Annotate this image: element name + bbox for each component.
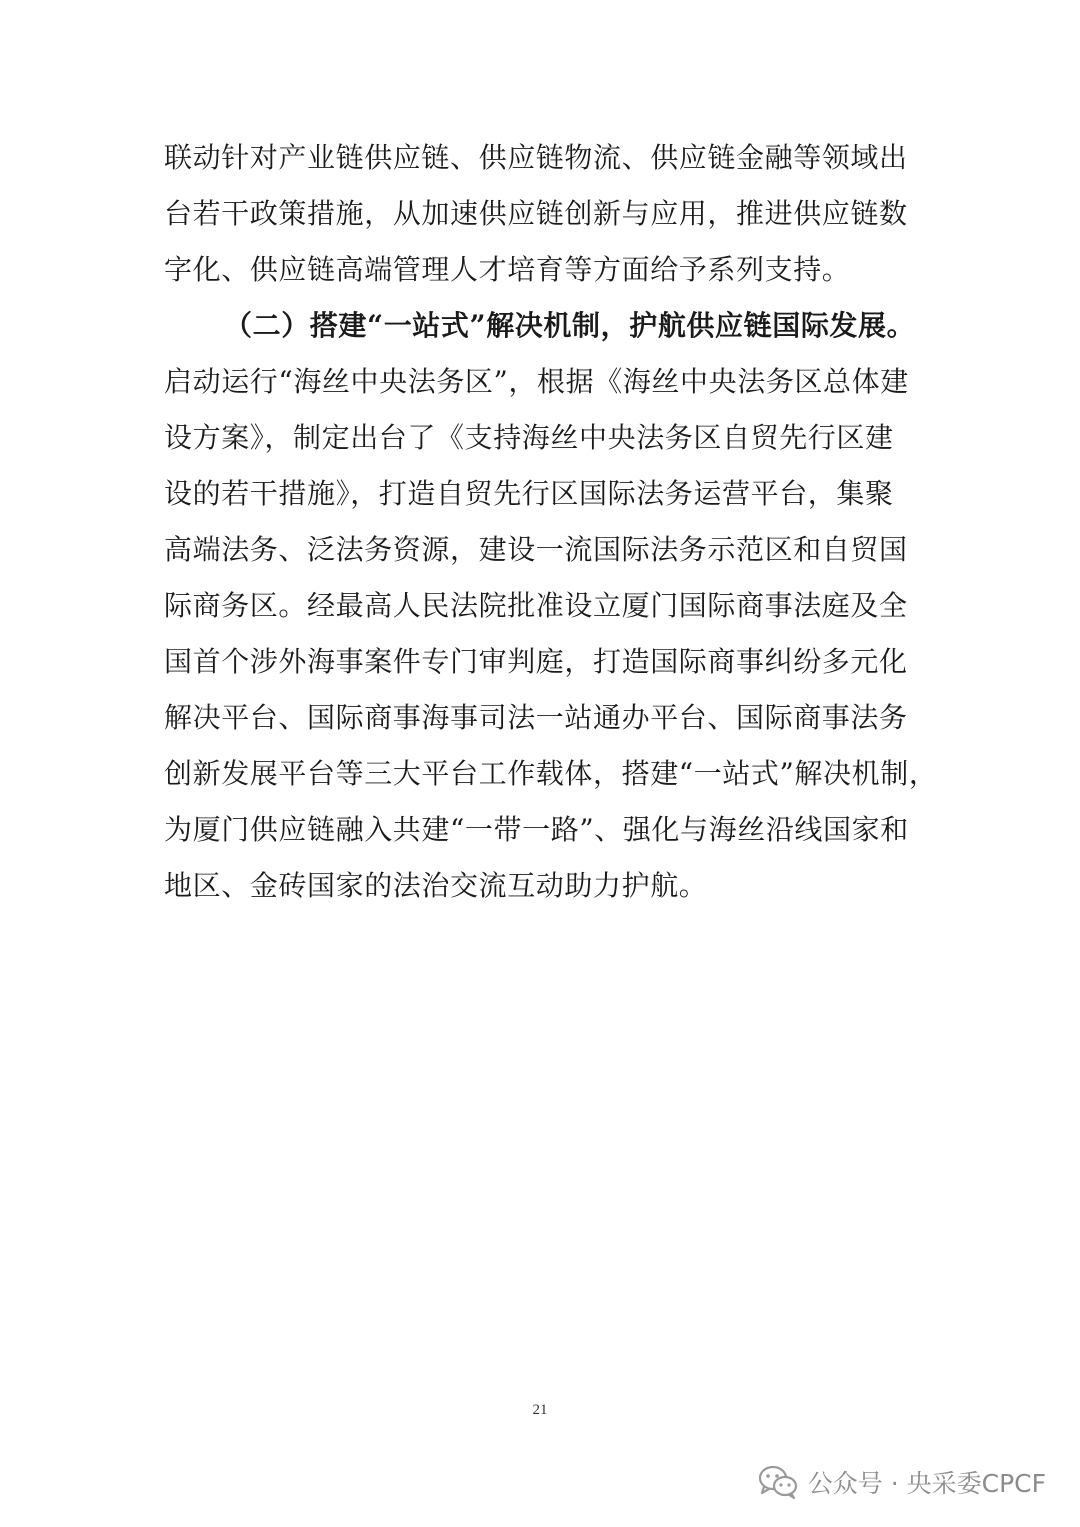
section-heading bbox=[164, 298, 924, 354]
watermark-text: 公众号 · 央采委CPCF bbox=[807, 1469, 1046, 1498]
paragraph-line: 地区、金砖国家的法治交流互动助力护航。 bbox=[164, 869, 708, 902]
paragraph-line: 为厦门供应链融入共建“一带一路”、强化与海丝沿线国家和 bbox=[164, 813, 909, 846]
paragraph-line: 台若干政策措施，从加速供应链创新与应用，推进供应链数 bbox=[164, 197, 908, 230]
paragraph-line: 高端法务、泛法务资源，建设一流国际法务示范区和自贸国 bbox=[164, 533, 908, 566]
wechat-watermark bbox=[758, 1460, 1046, 1504]
section-heading-text: （二）搭建“一站式”解决机制，护航供应链国际发展。 bbox=[224, 309, 916, 342]
document-body bbox=[164, 130, 938, 914]
paragraph-line: 国首个涉外海事案件专门审判庭，打造国际商事纠纷多元化 bbox=[164, 645, 908, 678]
wechat-icon bbox=[758, 1465, 798, 1499]
paragraph-line: 字化、供应链高端管理人才培育等方面给予系列支持。 bbox=[164, 253, 851, 286]
paragraph-line: 联动针对产业链供应链、供应链物流、供应链金融等领域出 bbox=[164, 141, 908, 174]
page-number: 21 bbox=[532, 1402, 548, 1418]
paragraph-line: 设的若干措施》，打造自贸先行区国际法务运营平台，集聚 bbox=[164, 477, 894, 510]
paragraph-line: 解决平台、国际商事海事司法一站通办平台、国际商事法务 bbox=[164, 701, 908, 734]
paragraph-line: 创新发展平台等三大平台工作载体，搭建“一站式”解决机制， bbox=[164, 757, 938, 790]
paragraph-line: 设方案》，制定出台了《支持海丝中央法务区自贸先行区建 bbox=[164, 421, 894, 454]
paragraph-line: 启动运行“海丝中央法务区”，根据《海丝中央法务区总体建 bbox=[164, 365, 909, 398]
paragraph-line: 际商务区。经最高人民法院批准设立厦门国际商事法庭及全 bbox=[164, 589, 908, 622]
